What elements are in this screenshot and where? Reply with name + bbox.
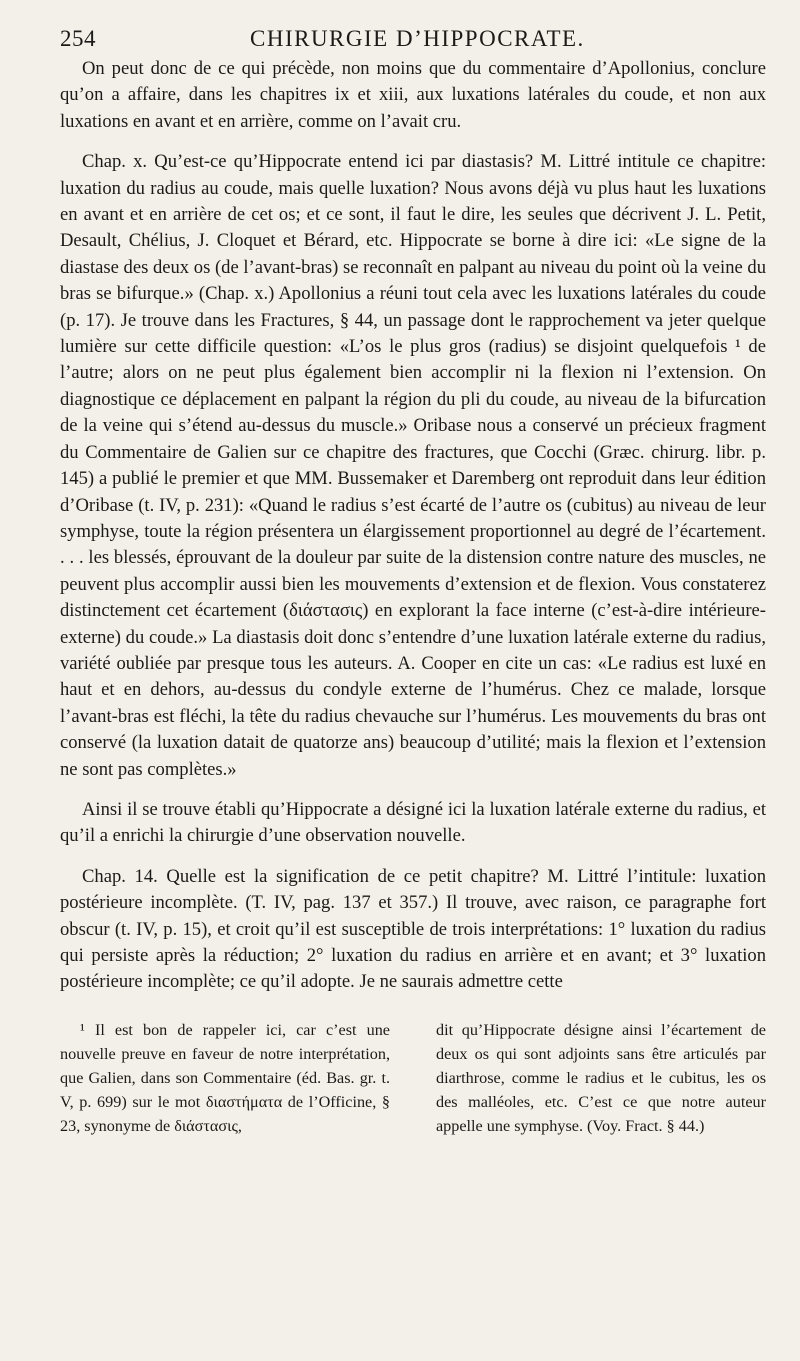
- footnote-text: ¹ Il est bon de rappeler ici, car c’est une nouvelle preuve en faveur de notre interprétation, que Galien, dans son Commentaire (éd. Bas. gr. t. V, p. 699) sur le mot διαστήματα de l’Officine, § 23, synonyme de διάστασις,: [60, 1020, 390, 1135]
- paragraph: Chap. 14. Quelle est la signification de ce petit chapitre? M. Littré l’intitule: luxation postérieure incomplète. (T. IV, pag. 137 et 357.) Il trouve, avec raison, ce paragraphe fort obscur (t. IV, p. 15), et croit qu’il est susceptible de trois interprétations: 1° luxation du radius qui persiste après la réduction; 2° luxation du radius en arrière et en avant; et 3° luxation postérieure incomplète; ce qu’il adopte. Je ne saurais admettre cette: [60, 865, 766, 993]
- footnote-left-column: [60, 1018, 390, 1138]
- running-head: CHIRURGIE D’HIPPOCRATE.: [250, 26, 585, 51]
- footnote-right-column: [436, 1018, 766, 1138]
- main-text: [60, 56, 766, 996]
- footnote-text: dit qu’Hippocrate désigne ainsi l’écartement de deux os qui sont adjoints sans être articulés par diarthrose, comme le radius et le cubitus, les os des malléoles, etc. C’est ce que notre auteur appelle une symphyse. (Voy. Fract. § 44.): [436, 1020, 766, 1135]
- paragraph: Ainsi il se trouve établi qu’Hippocrate a désigné ici la luxation latérale externe du radius, et qu’il a enrichi la chirurgie d’une observation nouvelle.: [60, 798, 766, 847]
- paragraph: Chap. x. Qu’est-ce qu’Hippocrate entend ici par diastasis? M. Littré intitule ce chapitre: luxation du radius au coude, mais quelle luxation? Nous avons déjà vu plus haut les luxations en avant et en arrière de cet os; et ce sont, il faut le dire, les seules que décrivent J. L. Petit, Desault, Chélius, J. Cloquet et Bérard, etc. Hippocrate se borne à dire ici: «Le signe de la diastase des deux os (de l’avant-bras) se reconnaît en palpant au niveau du point où la veine du bras se bifurque.» (Chap. x.) Apollonius a réuni tout cela avec les luxations latérales du coude (p. 17). Je trouve dans les Fractures, § 44, un passage dont le rapprochement va jeter quelque lumière sur cette difficile question: «L’os le plus gros (radius) se disjoint quelquefois ¹ de l’autre; alors on ne peut plus également bien accomplir ni la flexion ni l’extension. On diagnostique ce déplacement en palpant la région du pli du coude, au niveau de la bifurcation de la veine qui s’étend au-dessus du muscle.» Oribase nous a conservé un précieux fragment du Commentaire de Galien sur ce chapitre des fractures, que Cocchi (Græc. chirurg. libr. p. 145) a publié le premier et que MM. Bussemaker et Daremberg ont reproduit dans leur édition d’Oribase (t. IV, p. 231): «Quand le radius s’est écarté de l’autre os (cubitus) au niveau de leur symphyse, toute la région présentera un élargissement proportionnel au degré de l’écartement. . . . les blessés, éprouvant de la douleur par suite de la distension contre nature des muscles, ne peuvent plus accomplir aussi bien les mouvements d’extension et de flexion. Vous constaterez distinctement cet écartement (διάστασις) en explorant la face interne (c’est-à-dire intérieure-externe) du coude.» La diastasis doit donc s’entendre d’une luxation latérale externe du radius, variété oubliée par presque tous les auteurs. A. Cooper en cite un cas: «Le radius est luxé en haut et en dehors, au-dessus du condyle externe de l’humérus. Chez ce malade, lorsque l’avant-bras est fléchi, la tête du radius chevauche sur l’humérus. Les mouvements du bras ont conservé (la luxation datait de quatorze ans) beaucoup d’utilité; mais la flexion et l’extension ne sont pas complètes.»: [60, 151, 766, 780]
- paragraph: On peut donc de ce qui précède, non moins que du commentaire d’Apollonius, conclure qu’on a affaire, dans les chapitres ix et xiii, aux luxations latérales du coude, et non aux luxations en avant et en arrière, comme on l’avait cru.: [60, 58, 766, 132]
- footnotes: [60, 1018, 766, 1138]
- page-header: [60, 26, 766, 52]
- page-number: 254: [60, 26, 96, 51]
